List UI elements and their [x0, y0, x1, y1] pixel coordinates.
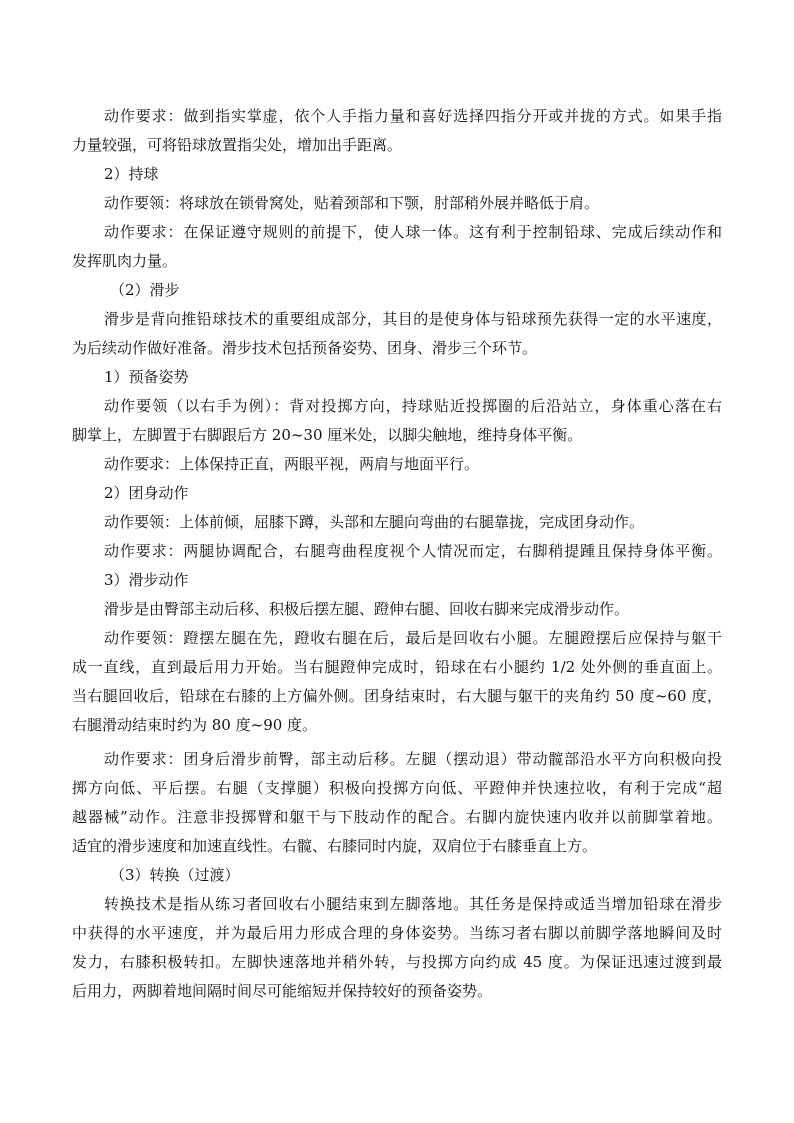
subheading: 2）团身动作	[104, 484, 189, 502]
paragraph-line: 动作要求：团身后滑步前臀，部主动后移。左腿（摆动退）带动髋部沿水平方向积极向投	[104, 750, 722, 768]
paragraph-line: 力量较强，可将铅球放置指尖处，增加出手距离。	[72, 136, 403, 154]
paragraph-line: 动作要领：上体前倾，屈膝下蹲，头部和左腿向弯曲的右腿靠拢，完成团身动作。	[104, 513, 645, 531]
paragraph-line: 当右腿回收后，铅球在右膝的上方偏外侧。团身结束时，右大腿与躯干的夹角约 50 度~60 度，	[72, 687, 722, 705]
paragraph-line: 右腿滑动结束时约为 80 度~90 度。	[72, 716, 318, 734]
paragraph-line: 发力，右膝积极转扣。左脚快速落地并稍外转，与投掷方向约成 45 度。为保证迅速过渡到最	[72, 953, 722, 971]
paragraph-line: 成一直线，直到最后用力开始。当右腿蹬伸完成时，铅球在右小腿约 1/2 处外侧的垂直面上。	[72, 658, 722, 676]
paragraph-line: 动作要求：在保证遵守规则的前提下，使人球一体。这有利于控制铅球、完成后续动作和	[104, 223, 722, 241]
paragraph-line: 越器械”动作。注意非投掷臂和躯干与下肢动作的配合。右脚内旋快速内收并以前脚掌着地。	[72, 808, 722, 826]
paragraph-line: 脚掌上，左脚置于右脚跟后方 20~30 厘米处，以脚尖触地，维持身体平衡。	[72, 426, 583, 444]
paragraph-line: 动作要求：做到指实掌虚，依个人手指力量和喜好选择四指分开或并拢的方式。如果手指	[104, 107, 722, 125]
paragraph-line: 动作要求：两腿协调配合，右腿弯曲程度视个人情况而定，右脚稍提踵且保持身体平衡。	[104, 542, 722, 560]
paragraph-line: 掷方向低、平后摆。右腿（支撑腿）积极向投掷方向低、平蹬伸并快速拉收，有利于完成“超	[72, 779, 722, 797]
paragraph-line: 后用力，两脚着地间隔时间尽可能缩短并保持较好的预备姿势。	[72, 982, 493, 1000]
subheading: 1）预备姿势	[104, 368, 189, 386]
paragraph-line: 滑步是由臀部主动后移、积极后摆左腿、蹬伸右腿、回收右脚来完成滑步动作。	[104, 600, 630, 618]
paragraph-line: 转换技术是指从练习者回收右小腿结束到左脚落地。其任务是保持或适当增加铅球在滑步	[104, 895, 722, 913]
paragraph-line: 动作要领：将球放在锁骨窝处，贴着颈部和下颚，肘部稍外展并略低于肩。	[104, 194, 600, 212]
paragraph-line: 适宜的滑步速度和加速直线性。右髋、右膝同时内旋，双肩位于右膝垂直上方。	[72, 837, 598, 855]
paragraph-line: 中获得的水平速度，并为最后用力形成合理的身体姿势。当练习者右脚以前脚学落地瞬间及时	[72, 924, 722, 942]
section-heading: （3）转换（过渡）	[110, 866, 240, 884]
paragraph-line: 动作要领（以右手为例）：背对投掷方向，持球贴近投掷圈的后沿站立，身体重心落在右	[104, 397, 722, 415]
paragraph-line: 动作要领：蹬摆左腿在先，蹬收右腿在后，最后是回收右小腿。左腿蹬摆后应保持与躯干	[104, 629, 722, 647]
section-heading: （2）滑步	[110, 281, 180, 299]
paragraph-line: 发挥肌肉力量。	[72, 252, 178, 270]
paragraph-line: 动作要求：上体保持正直，两眼平视，两肩与地面平行。	[104, 455, 480, 473]
subheading: 3）滑步动作	[104, 571, 189, 589]
paragraph-line: 滑步是背向推铅球技术的重要组成部分，其目的是使身体与铅球预先获得一定的水平速度，	[104, 310, 722, 328]
subheading: 2）持球	[104, 165, 159, 183]
paragraph-line: 为后续动作做好准备。滑步技术包括预备姿势、团身、滑步三个环节。	[72, 339, 538, 357]
